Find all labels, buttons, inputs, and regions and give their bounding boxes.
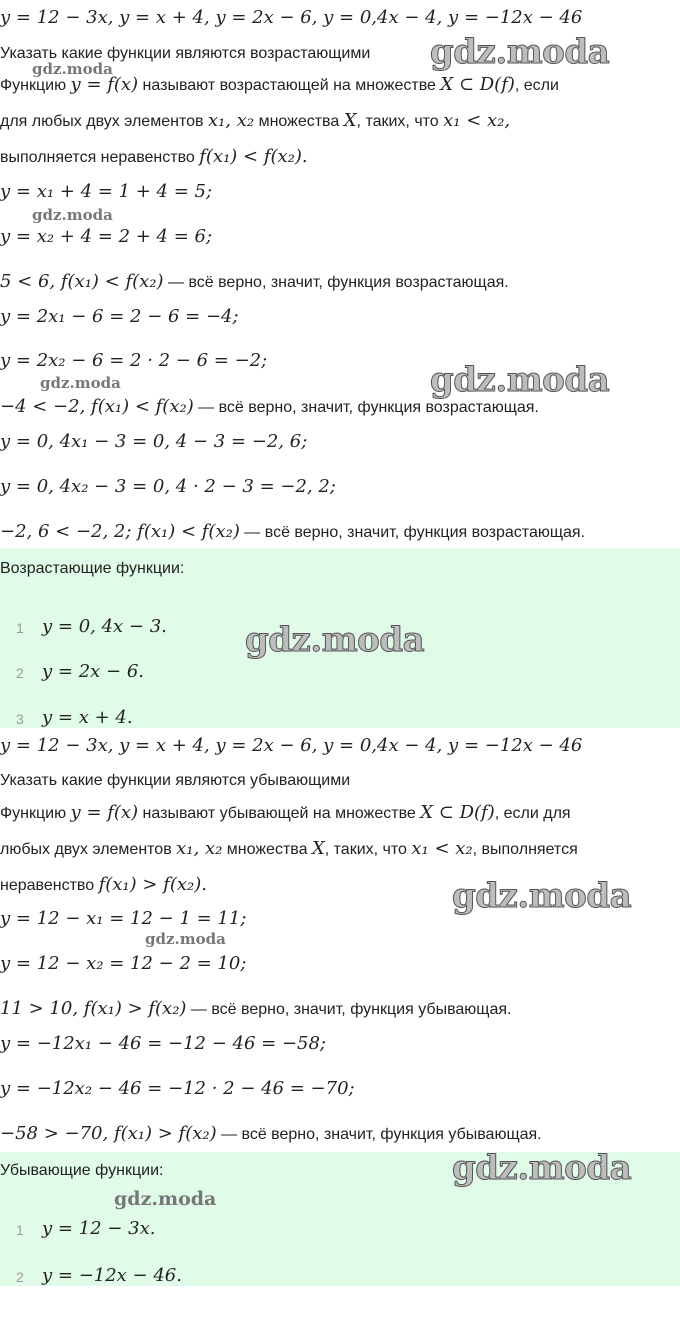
list-number: 2 — [16, 665, 24, 681]
watermark-small: gdz.moda — [32, 206, 113, 224]
watermark-logo: gdz.moda — [430, 360, 610, 400]
task-decreasing: Указать какие функции являются убывающими — [0, 772, 351, 789]
task-increasing: Указать какие функции являются возрастающими — [0, 45, 371, 62]
list-number: 3 — [16, 711, 24, 727]
list-number: 1 — [16, 620, 24, 636]
watermark-logo: gdz.moda — [452, 876, 632, 916]
definition-decreasing-line1: Функцию y = f(x) называют убывающей на множестве X ⊂ D(f), если для — [0, 802, 571, 823]
answer-item: y = −12x − 46. — [42, 1265, 182, 1286]
watermark-logo: gdz.moda — [430, 32, 610, 72]
calc-line: y = x₂ + 4 = 2 + 4 = 6; — [0, 226, 213, 247]
answer-item: y = 2x − 6. — [42, 661, 144, 682]
calc-line: y = −12x₂ − 46 = −12 · 2 − 46 = −70; — [0, 1078, 355, 1099]
definition-increasing-line2: для любых двух элементов x₁, x₂ множества X, таких, что x₁ < x₂, — [0, 110, 511, 131]
conclusion-line: 5 < 6, f(x₁) < f(x₂) — всё верно, значит, функция возрастающая. — [0, 271, 509, 292]
functions-list-2: y = 12 − 3x, y = x + 4, y = 2x − 6, y = 0,4x − 4, y = −12x − 46 — [0, 735, 583, 756]
definition-increasing-line1: Функцию y = f(x) называют возрастающей на множестве X ⊂ D(f), если — [0, 74, 559, 95]
calc-line: y = x₁ + 4 = 1 + 4 = 5; — [0, 181, 213, 202]
definition-decreasing-line3: неравенство f(x₁) > f(x₂). — [0, 874, 207, 895]
conclusion-line: −4 < −2, f(x₁) < f(x₂) — всё верно, значит, функция возрастающая. — [0, 396, 539, 417]
watermark-small: gdz.moda — [145, 930, 226, 948]
list-number: 2 — [16, 1269, 24, 1285]
answer-item: y = x + 4. — [42, 707, 133, 728]
calc-line: y = 0, 4x₂ − 3 = 0, 4 · 2 − 3 = −2, 2; — [0, 476, 336, 497]
watermark-logo: gdz.moda — [452, 1148, 632, 1188]
list-number: 1 — [16, 1222, 24, 1238]
watermark-small: gdz.moda — [40, 374, 121, 392]
definition-increasing-line3: выполняется неравенство f(x₁) < f(x₂). — [0, 146, 308, 167]
calc-line: y = 0, 4x₁ − 3 = 0, 4 − 3 = −2, 6; — [0, 431, 308, 452]
conclusion-line: −2, 6 < −2, 2; f(x₁) < f(x₂) — всё верно, значит, функция возрастающая. — [0, 521, 586, 542]
watermark-small: gdz.moda — [32, 60, 113, 78]
answer-title: Убывающие функции: — [0, 1162, 164, 1179]
conclusion-line: 11 > 10, f(x₁) > f(x₂) — всё верно, значит, функция убывающая. — [0, 998, 512, 1019]
calc-line: y = −12x₁ − 46 = −12 − 46 = −58; — [0, 1033, 326, 1054]
calc-line: y = 12 − x₂ = 12 − 2 = 10; — [0, 953, 247, 974]
calc-line: y = 2x₁ − 6 = 2 − 6 = −4; — [0, 306, 239, 327]
watermark-small: gdz.moda — [114, 1188, 217, 1210]
watermark-logo: gdz.moda — [245, 620, 425, 660]
conclusion-line: −58 > −70, f(x₁) > f(x₂) — всё верно, значит, функция убывающая. — [0, 1123, 542, 1144]
answer-title: Возрастающие функции: — [0, 560, 185, 577]
answer-item: y = 0, 4x − 3. — [42, 616, 167, 637]
functions-list-1: y = 12 − 3x, y = x + 4, y = 2x − 6, y = 0,4x − 4, y = −12x − 46 — [0, 7, 583, 28]
calc-line: y = 12 − x₁ = 12 − 1 = 11; — [0, 908, 247, 929]
definition-decreasing-line2: любых двух элементов x₁, x₂ множества X, таких, что x₁ < x₂, выполняется — [0, 838, 578, 859]
answer-item: y = 12 − 3x. — [42, 1218, 156, 1239]
calc-line: y = 2x₂ − 6 = 2 · 2 − 6 = −2; — [0, 350, 268, 371]
